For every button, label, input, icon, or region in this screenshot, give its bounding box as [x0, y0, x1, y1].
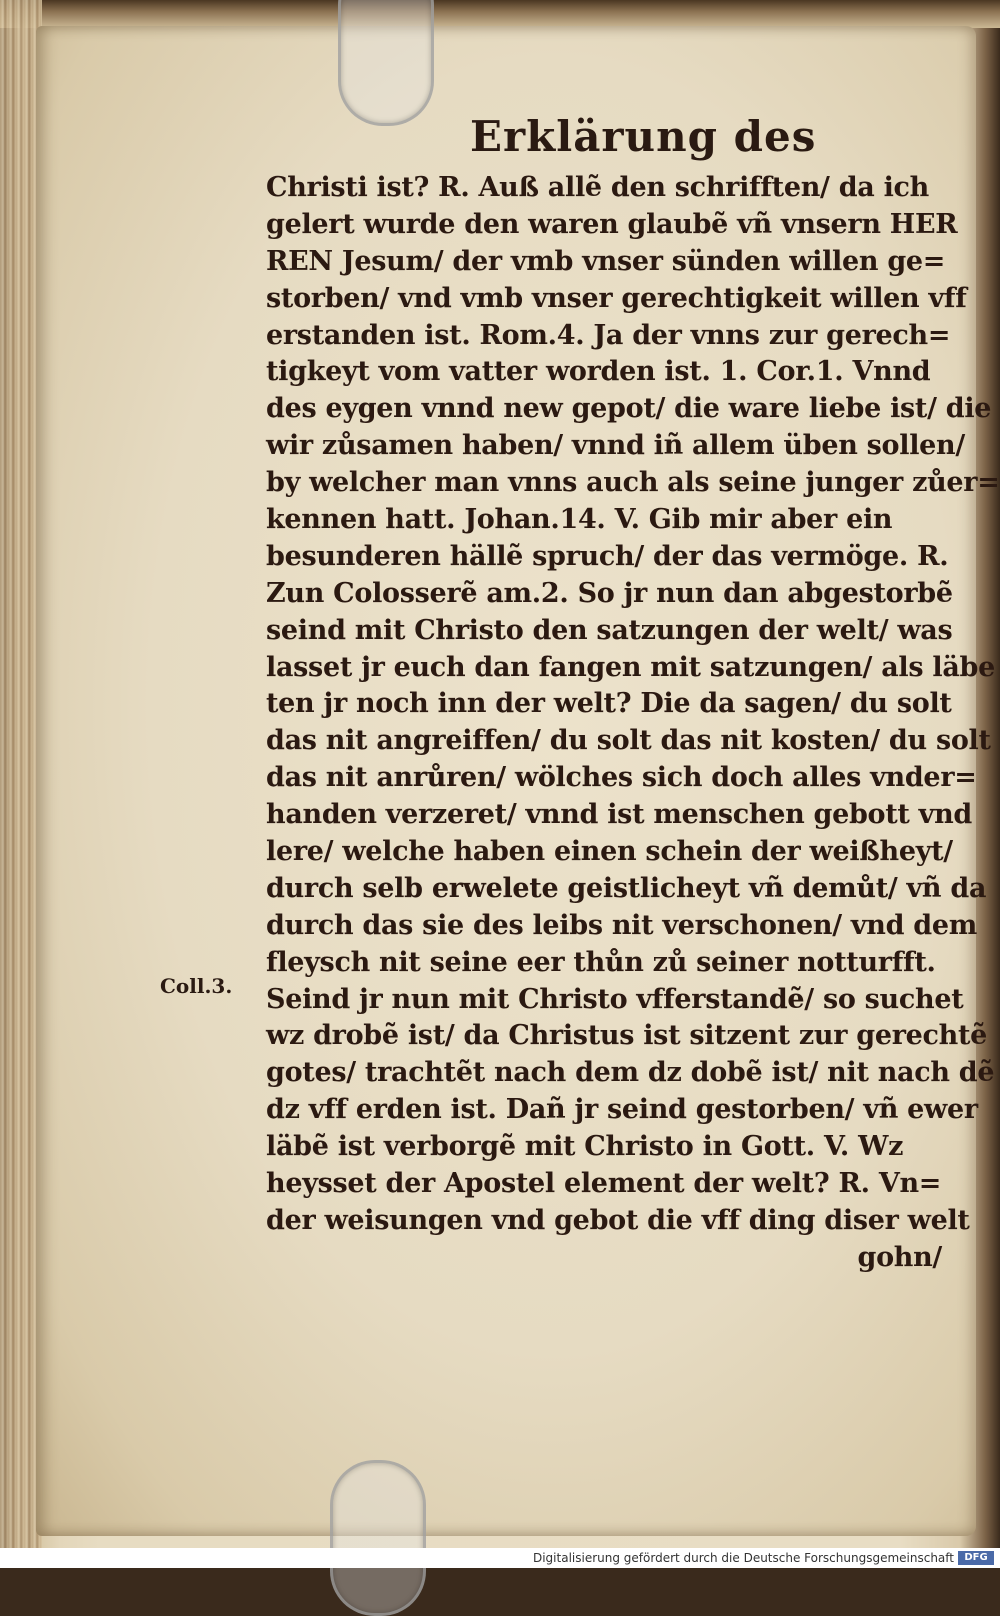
- running-head: Erklärung des: [470, 112, 817, 161]
- text-line: gelert wurde den waren glaubẽ vñ vnsern HER: [266, 208, 958, 240]
- catchword: gohn/: [857, 1241, 942, 1273]
- text-line: läbẽ ist verborgẽ mit Christo in Gott. V. Wz: [266, 1131, 904, 1163]
- text-line: gotes/ trachtẽt nach dem dz dobẽ ist/ nit nach dẽ: [266, 1057, 995, 1089]
- text-line: durch selb erwelete geistlicheyt vñ demůt/ vñ da: [266, 872, 987, 904]
- margin-note: Coll.3.: [160, 974, 233, 998]
- text-line: wir zůsamen haben/ vnnd iñ allem üben sollen/: [266, 430, 965, 462]
- text-line: lasset jr euch dan fangen mit satzungen/ als läbe: [266, 651, 995, 683]
- text-line: fleysch nit seine eer thůn zů seiner notturfft.: [266, 946, 936, 978]
- text-line: Zun Colosserẽ am.2. So jr nun dan abgestorbẽ: [266, 577, 953, 609]
- text-line: REN Jesum/ der vmb vnser sünden willen ge=: [266, 245, 946, 277]
- text-line: besunderen hällẽ spruch/ der das vermöge. R.: [266, 540, 949, 572]
- top-clip: [338, 0, 434, 126]
- text-line: wz drobẽ ist/ da Christus ist sitzent zur gerechtẽ: [266, 1020, 988, 1052]
- text-line: durch das sie des leibs nit verschonen/ vnd dem: [266, 909, 977, 941]
- text-line: kennen hatt. Johan.14. V. Gib mir aber ein: [266, 504, 893, 536]
- text-block: [266, 170, 1000, 1277]
- dfg-logo: DFG: [958, 1551, 994, 1565]
- text-line: handen verzeret/ vnnd ist menschen gebott vnd: [266, 799, 972, 831]
- text-line: das nit angreiffen/ du solt das nit kosten/ du solt: [266, 725, 991, 757]
- text-line: storben/ vnd vmb vnser gerechtigkeit willen vff: [266, 282, 967, 314]
- text-line: dz vff erden ist. Dañ jr seind gestorben/ vñ ewer: [266, 1094, 978, 1126]
- bottom-clip: [330, 1460, 426, 1616]
- text-line: ten jr noch inn der welt? Die da sagen/ du solt: [266, 688, 952, 720]
- footer-bar: [0, 1548, 1000, 1568]
- footer-credit: Digitalisierung gefördert durch die Deutsche Forschungsgemeinschaft: [532, 1551, 954, 1565]
- text-line: erstanden ist. Rom.4. Ja der vnns zur gerech=: [266, 319, 951, 351]
- text-line: seind mit Christo den satzungen der welt/ was: [266, 614, 953, 646]
- text-line: Christi ist? R. Auß allẽ den schrifften/ da ich: [266, 172, 930, 203]
- text-line: lere/ welche haben einen schein der weißheyt/: [266, 836, 953, 868]
- book-top-edge: [0, 0, 1000, 28]
- text-line: by welcher man vnns auch als seine junger zůer=: [266, 467, 1000, 499]
- text-line: das nit anrůren/ wölches sich doch alles vnder=: [266, 762, 977, 794]
- text-line: Seind jr nun mit Christo vfferstandẽ/ so suchet: [266, 983, 964, 1015]
- text-line: tigkeyt vom vatter worden ist. 1. Cor.1. Vnnd: [266, 356, 931, 388]
- text-line: heysset der Apostel element der welt? R. Vn=: [266, 1168, 942, 1200]
- text-line: der weisungen vnd gebot die vff ding diser welt: [266, 1204, 970, 1236]
- text-line: des eygen vnnd new gepot/ die ware liebe ist/ die: [266, 393, 992, 425]
